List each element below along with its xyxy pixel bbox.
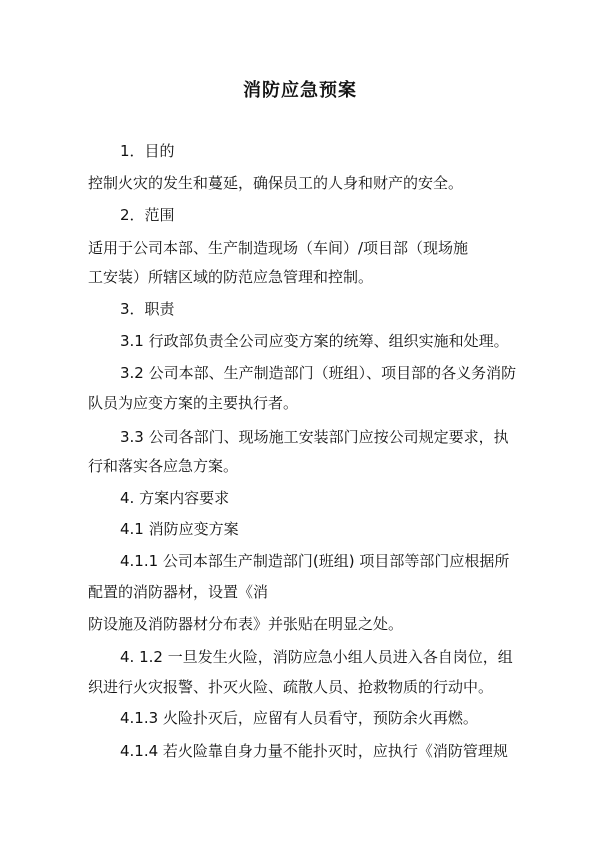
paragraph-line: 织进行火灾报警、扑灭火险、疏散人员、抢救物质的行动中。	[88, 678, 494, 696]
paragraph-line: 队员为应变方案的主要执行者。	[88, 394, 299, 412]
paragraph-line: 行和落实各应急方案。	[88, 457, 239, 475]
subsection-heading: 4.1 消防应变方案	[120, 520, 239, 538]
paragraph-line: 控制火灾的发生和蔓延，确保员工的人身和财产的安全。	[88, 174, 464, 192]
paragraph-line: 防设施及消防器材分布表》并张贴在明显之处。	[88, 615, 404, 633]
section-heading-purpose: 1．目的	[120, 142, 175, 160]
section-heading-duties: 3．职责	[120, 300, 175, 318]
paragraph-line: 4. 1.2 一旦发生火险，消防应急小组人员进入各自岗位，组	[120, 648, 513, 666]
paragraph-line: 4.1.4 若火险靠自身力量不能扑灭时，应执行《消防管理规	[120, 742, 508, 760]
paragraph-line: 3.3 公司各部门、现场施工安装部门应按公司规定要求，执	[120, 428, 509, 446]
paragraph-line: 3.2 公司本部、生产制造部门（班组）、项目部的各义务消防	[120, 364, 517, 382]
document-title: 消防应急预案	[243, 80, 357, 101]
section-heading-scope: 2．范围	[120, 206, 175, 224]
paragraph-line: 3.1 行政部负责全公司应变方案的统筹、组织实施和处理。	[120, 332, 509, 350]
paragraph-line: 4.1.1 公司本部生产制造部门(班组) 项目部等部门应根据所	[120, 552, 510, 570]
paragraph-line: 4.1.3 火险扑灭后，应留有人员看守，预防余火再燃。	[120, 709, 478, 727]
section-heading-requirements: 4. 方案内容要求	[120, 489, 230, 507]
paragraph-line: 工安装）所辖区域的防范应急管理和控制。	[88, 268, 374, 286]
paragraph-line: 配置的消防器材，设置《消	[88, 583, 269, 601]
paragraph-line: 适用于公司本部、生产制造现场（车间）/项目部（现场施	[88, 239, 469, 257]
